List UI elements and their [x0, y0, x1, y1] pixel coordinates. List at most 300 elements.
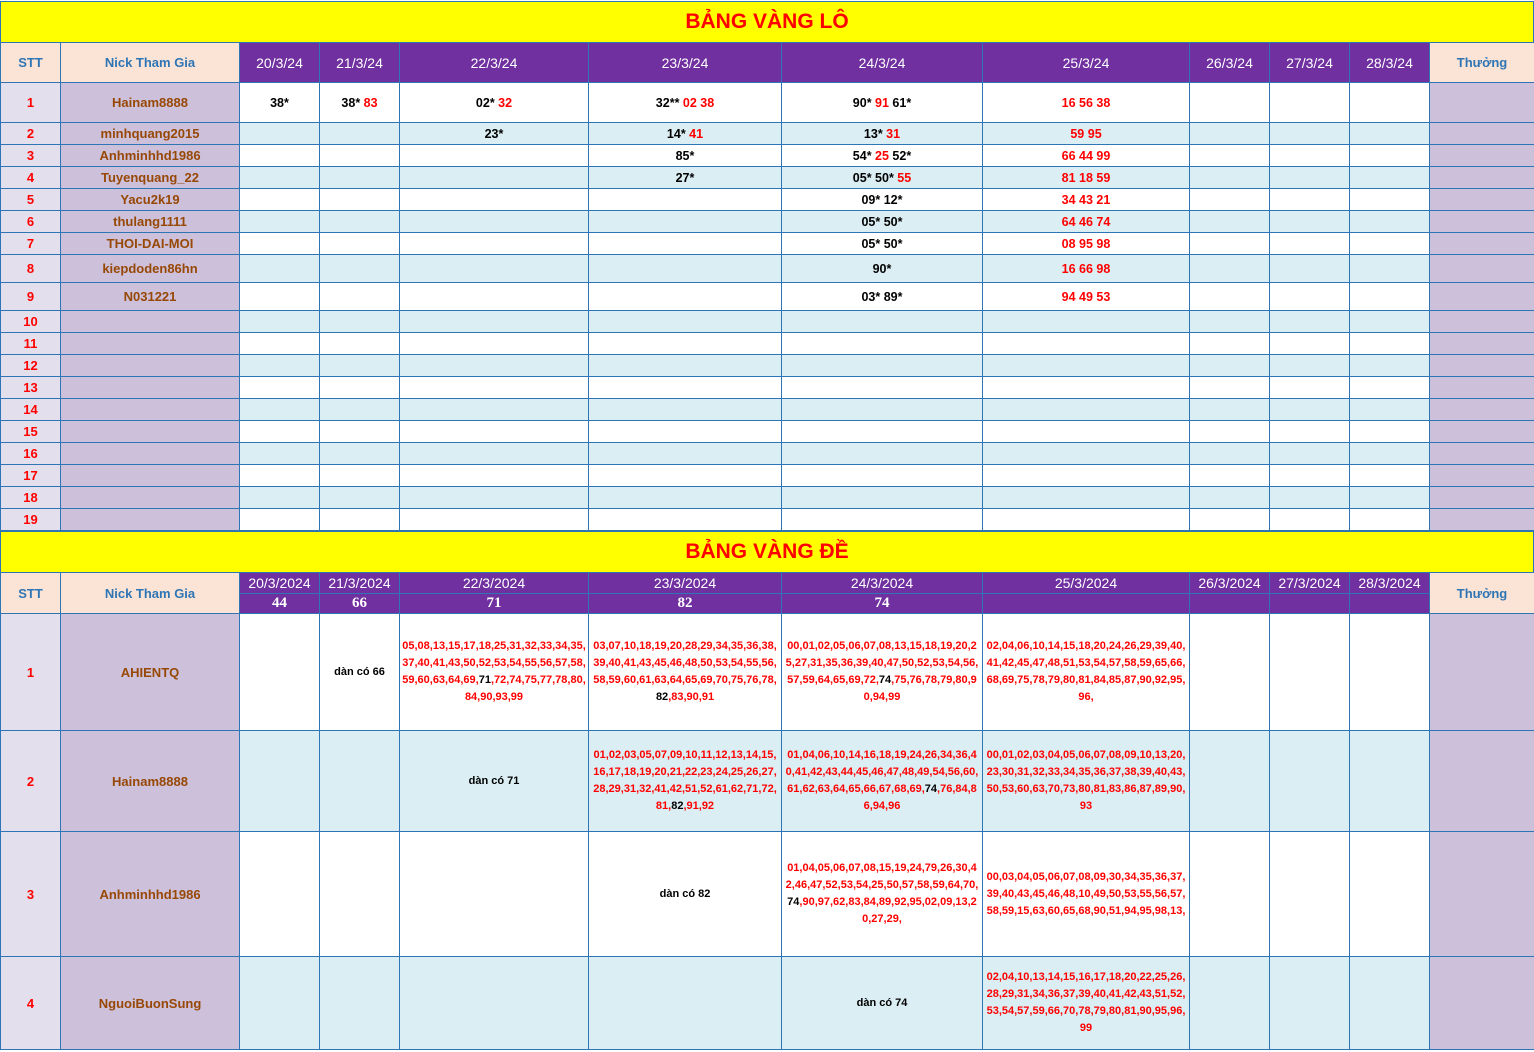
nick-cell: AHIENTQ — [61, 614, 240, 731]
entry-text: 01,02,03,05,07,09,10,11,12,13,14,15,16,17,18,19,20,21,22,23,24,25,26,27,28,29,31,32,41,42,51,52,61,62,71,72,81, — [593, 749, 777, 812]
nick-cell: Tuyenquang_22 — [61, 167, 240, 189]
entry-cell — [1270, 614, 1350, 731]
nick-cell — [61, 311, 240, 333]
nick-cell: N031221 — [61, 283, 240, 311]
header-date: 24/3/2024 — [782, 573, 983, 594]
table-row — [1, 399, 1534, 421]
entry-text: 90* — [852, 95, 876, 110]
stt-cell: 19 — [1, 509, 61, 531]
entry-text: 41 — [689, 126, 704, 141]
entry-cell — [1270, 465, 1350, 487]
entry-cell — [1270, 311, 1350, 333]
nick-cell: kiepdoden86hn — [61, 255, 240, 283]
table-row — [1, 832, 1534, 957]
header-date: 28/3/24 — [1350, 43, 1430, 83]
entry-cell — [240, 333, 320, 355]
entry-cell — [240, 421, 320, 443]
entry-text: 14* — [666, 126, 690, 141]
entry-cell — [589, 443, 782, 465]
thuong-cell — [1430, 377, 1534, 399]
entry-cell — [983, 167, 1190, 189]
entry-cell — [1190, 211, 1270, 233]
header-date: 22/3/2024 — [400, 573, 589, 594]
stt-cell: 14 — [1, 399, 61, 421]
entry-cell — [1270, 731, 1350, 832]
entry-cell — [782, 509, 983, 531]
entry-cell — [400, 487, 589, 509]
thuong-cell — [1430, 83, 1534, 123]
entry-cell — [1270, 333, 1350, 355]
entry-cell — [983, 957, 1190, 1050]
header-date: 23/3/2024 — [589, 573, 782, 594]
entry-cell — [1190, 957, 1270, 1050]
entry-cell — [1350, 355, 1430, 377]
entry-text: 54* — [852, 148, 876, 163]
table-row — [1, 377, 1534, 399]
entry-cell — [983, 443, 1190, 465]
entry-text: 00,01,02,03,04,05,06,07,08,09,10,13,20,23,30,31,32,33,34,35,36,37,38,39,40,43,50,53,60,63,70,73,80,81,83,86,87,89,90,93 — [986, 749, 1186, 812]
header-nick: Nick Tham Gia — [61, 573, 240, 614]
entry-cell — [320, 832, 400, 957]
thuong-cell — [1430, 189, 1534, 211]
thuong-cell — [1430, 614, 1534, 731]
entry-cell — [240, 614, 320, 731]
entry-cell — [320, 443, 400, 465]
entry-cell — [1350, 443, 1430, 465]
entry-cell — [782, 83, 983, 123]
entry-cell — [589, 211, 782, 233]
entry-cell — [400, 233, 589, 255]
entry-cell — [320, 731, 400, 832]
entry-cell — [782, 731, 983, 832]
entry-text: dàn có 66 — [334, 665, 385, 678]
result-number: 74 — [782, 594, 983, 614]
entry-cell — [983, 377, 1190, 399]
entry-text: 13* — [863, 126, 887, 141]
entry-cell — [782, 399, 983, 421]
entry-cell — [782, 355, 983, 377]
table-row — [1, 333, 1534, 355]
entry-text: ,75,76,78,79,80,90,94,99 — [863, 674, 977, 703]
entry-cell — [1350, 957, 1430, 1050]
entry-cell — [320, 145, 400, 167]
entry-cell — [1190, 333, 1270, 355]
entry-cell — [589, 83, 782, 123]
entry-cell — [983, 487, 1190, 509]
thuong-cell — [1430, 465, 1534, 487]
entry-text: ,76,84,86,94,96 — [863, 783, 977, 812]
entry-cell — [589, 255, 782, 283]
entry-cell — [983, 333, 1190, 355]
entry-cell — [1350, 731, 1430, 832]
entry-cell — [320, 355, 400, 377]
entry-cell — [983, 255, 1190, 283]
entry-cell — [782, 189, 983, 211]
stt-cell: 3 — [1, 145, 61, 167]
entry-text: 09* 12* — [861, 192, 903, 207]
header-thuong: Thưởng — [1430, 43, 1534, 83]
entry-cell — [1270, 167, 1350, 189]
result-number: 44 — [240, 594, 320, 614]
entry-cell — [983, 731, 1190, 832]
entry-cell — [320, 167, 400, 189]
entry-text: 34 43 21 — [1061, 192, 1111, 207]
entry-text: 64 46 74 — [1061, 214, 1111, 229]
entry-cell — [320, 614, 400, 731]
entry-cell — [400, 255, 589, 283]
header-nick: Nick Tham Gia — [61, 43, 240, 83]
table-row — [1, 614, 1534, 731]
entry-cell — [589, 283, 782, 311]
entry-text: 05* 50* — [852, 170, 898, 185]
entry-text: 05* 50* — [861, 236, 903, 251]
entry-cell — [1270, 83, 1350, 123]
entry-text: 71 — [478, 674, 491, 686]
entry-cell — [240, 355, 320, 377]
entry-cell — [983, 399, 1190, 421]
entry-cell — [1350, 333, 1430, 355]
entry-cell — [1270, 233, 1350, 255]
stt-cell: 12 — [1, 355, 61, 377]
stt-cell: 1 — [1, 614, 61, 731]
entry-text: ,91,92 — [683, 800, 715, 812]
entry-text: 05,08,13,15,17,18,25,31,32,33,34,35,37,40,41,43,50,52,53,54,55,56,57,58,59,60,63,64,69, — [402, 640, 586, 686]
entry-cell — [782, 255, 983, 283]
thuong-cell — [1430, 333, 1534, 355]
lo-title: BẢNG VÀNG LÔ — [0, 1, 1534, 43]
entry-cell — [1350, 83, 1430, 123]
entry-cell — [1190, 399, 1270, 421]
thuong-cell — [1430, 509, 1534, 531]
entry-text: 66 44 99 — [1061, 148, 1111, 163]
entry-cell — [1270, 189, 1350, 211]
header-date: 20/3/24 — [240, 43, 320, 83]
entry-cell — [400, 333, 589, 355]
entry-cell — [983, 355, 1190, 377]
nick-cell — [61, 355, 240, 377]
entry-cell — [320, 465, 400, 487]
entry-cell — [1270, 957, 1350, 1050]
entry-cell — [400, 355, 589, 377]
stt-cell: 17 — [1, 465, 61, 487]
entry-text: 74 — [924, 783, 938, 795]
table-row — [1, 283, 1534, 311]
entry-text: 38* — [341, 95, 364, 110]
entry-text: 90* — [872, 261, 892, 276]
stt-cell: 7 — [1, 233, 61, 255]
stt-cell: 4 — [1, 167, 61, 189]
entry-cell — [400, 465, 589, 487]
entry-cell — [1190, 255, 1270, 283]
entry-cell — [1270, 443, 1350, 465]
entry-text: 25 — [875, 148, 889, 163]
entry-cell — [1270, 255, 1350, 283]
entry-cell — [983, 283, 1190, 311]
entry-text: 32 — [498, 95, 513, 110]
entry-cell — [240, 189, 320, 211]
entry-cell — [1190, 832, 1270, 957]
thuong-cell — [1430, 167, 1534, 189]
thuong-cell — [1430, 145, 1534, 167]
entry-cell — [1270, 509, 1350, 531]
nick-cell — [61, 443, 240, 465]
entry-text: 08 95 98 — [1061, 236, 1111, 251]
entry-cell — [320, 333, 400, 355]
entry-text: 05* 50* — [861, 214, 903, 229]
entry-cell — [400, 731, 589, 832]
entry-cell — [240, 399, 320, 421]
entry-cell — [589, 614, 782, 731]
entry-cell — [320, 189, 400, 211]
table-row — [1, 145, 1534, 167]
entry-cell — [1190, 421, 1270, 443]
entry-cell — [240, 465, 320, 487]
header-date: 23/3/24 — [589, 43, 782, 83]
entry-text: 01,04,05,06,07,08,15,19,24,79,26,30,42,46,47,52,53,54,25,50,57,58,59,64,70, — [785, 862, 979, 891]
header-date: 27/3/2024 — [1270, 573, 1350, 594]
entry-cell — [589, 167, 782, 189]
result-number: 66 — [320, 594, 400, 614]
entry-text: 02,04,06,10,14,15,18,20,24,26,29,39,40,41,42,45,47,48,51,53,54,57,58,59,65,66,68,69,75,78,79,80,81,84,85,87,90,92,95,96, — [986, 640, 1186, 703]
table-row — [1, 957, 1534, 1050]
result-number — [1350, 594, 1430, 614]
entry-cell — [1270, 399, 1350, 421]
nick-cell: Hainam8888 — [61, 731, 240, 832]
entry-cell — [1350, 233, 1430, 255]
entry-cell — [240, 283, 320, 311]
entry-cell — [589, 957, 782, 1050]
header-date: 20/3/2024 — [240, 573, 320, 594]
entry-text: 81 18 59 — [1061, 170, 1111, 185]
entry-text: 74 — [787, 896, 800, 908]
stt-cell: 6 — [1, 211, 61, 233]
thuong-cell — [1430, 957, 1534, 1050]
entry-text: 00,01,02,05,06,07,08,13,15,18,19,20,25,27,31,35,36,39,40,47,50,52,53,54,56,57,59,64,65,69,72, — [785, 640, 979, 686]
entry-cell — [1190, 167, 1270, 189]
nick-cell — [61, 465, 240, 487]
entry-text: 91 — [875, 95, 889, 110]
entry-cell — [983, 421, 1190, 443]
entry-cell — [1350, 465, 1430, 487]
lo-table — [0, 42, 1534, 531]
table-row — [1, 233, 1534, 255]
entry-cell — [1270, 283, 1350, 311]
entry-cell — [240, 255, 320, 283]
stt-cell: 16 — [1, 443, 61, 465]
entry-cell — [983, 233, 1190, 255]
entry-cell — [400, 283, 589, 311]
entry-cell — [1190, 233, 1270, 255]
entry-cell — [400, 167, 589, 189]
stt-cell: 10 — [1, 311, 61, 333]
entry-cell — [320, 233, 400, 255]
entry-cell — [1350, 421, 1430, 443]
entry-cell — [782, 487, 983, 509]
entry-cell — [1350, 311, 1430, 333]
entry-cell — [400, 311, 589, 333]
entry-text: 02* — [475, 95, 499, 110]
entry-cell — [589, 311, 782, 333]
table-row — [1, 189, 1534, 211]
stt-cell: 1 — [1, 83, 61, 123]
entry-cell — [1190, 311, 1270, 333]
entry-cell — [983, 145, 1190, 167]
entry-text: dàn có 71 — [468, 774, 520, 787]
entry-cell — [320, 509, 400, 531]
entry-cell — [589, 377, 782, 399]
table-row — [1, 211, 1534, 233]
entry-text: 61* — [888, 95, 912, 110]
entry-text: ,90,97,62,83,84,89,92,95,02,09,13,20,27,29, — [799, 896, 977, 925]
entry-cell — [1190, 443, 1270, 465]
de-header-row — [1, 573, 1534, 594]
entry-cell — [983, 189, 1190, 211]
thuong-cell — [1430, 421, 1534, 443]
entry-cell — [1270, 123, 1350, 145]
table-row — [1, 509, 1534, 531]
entry-cell — [1350, 189, 1430, 211]
result-number — [1190, 594, 1270, 614]
entry-text: 02,04,10,13,14,15,16,17,18,20,22,25,26,28,29,31,34,36,37,39,40,41,42,43,51,52,53,54,57,59,66,70,78,79,80,81,90,95,96,99 — [986, 971, 1186, 1034]
header-date: 26/3/24 — [1190, 43, 1270, 83]
entry-text: 83 — [363, 95, 378, 110]
thuong-cell — [1430, 311, 1534, 333]
nick-cell — [61, 333, 240, 355]
thuong-cell — [1430, 487, 1534, 509]
entry-cell — [320, 311, 400, 333]
header-date: 25/3/24 — [983, 43, 1190, 83]
entry-cell — [320, 211, 400, 233]
entry-cell — [1350, 283, 1430, 311]
nick-cell: thulang1111 — [61, 211, 240, 233]
entry-cell — [400, 509, 589, 531]
thuong-cell — [1430, 355, 1534, 377]
result-number — [1270, 594, 1350, 614]
entry-cell — [589, 399, 782, 421]
entry-cell — [1270, 832, 1350, 957]
entry-cell — [1190, 83, 1270, 123]
entry-text: ,72,74,75,77,78,80,84,90,93,99 — [464, 674, 586, 703]
entry-cell — [1190, 145, 1270, 167]
entry-cell — [1350, 399, 1430, 421]
entry-cell — [240, 211, 320, 233]
entry-cell — [240, 487, 320, 509]
entry-cell — [320, 83, 400, 123]
entry-text: 16 66 98 — [1061, 261, 1111, 276]
entry-cell — [320, 487, 400, 509]
entry-cell — [589, 233, 782, 255]
header-stt: STT — [1, 573, 61, 614]
header-date: 28/3/2024 — [1350, 573, 1430, 594]
entry-cell — [400, 957, 589, 1050]
header-date: 25/3/2024 — [983, 573, 1190, 594]
entry-cell — [1350, 377, 1430, 399]
entry-cell — [400, 189, 589, 211]
header-date: 21/3/24 — [320, 43, 400, 83]
entry-cell — [782, 283, 983, 311]
entry-cell — [240, 145, 320, 167]
table-row — [1, 731, 1534, 832]
nick-cell: Yacu2k19 — [61, 189, 240, 211]
entry-cell — [782, 233, 983, 255]
header-date: 27/3/24 — [1270, 43, 1350, 83]
nick-cell — [61, 377, 240, 399]
entry-text: 85* — [675, 148, 695, 163]
entry-cell — [782, 421, 983, 443]
entry-text: 03,07,10,18,19,20,28,29,34,35,36,38,39,40,41,43,45,46,48,50,53,54,55,56,58,59,60,61,63,64,65,69,70,75,76,78, — [593, 640, 777, 686]
table-row — [1, 487, 1534, 509]
entry-cell — [589, 333, 782, 355]
entry-cell — [1350, 487, 1430, 509]
table-row — [1, 421, 1534, 443]
table-row — [1, 355, 1534, 377]
stt-cell: 8 — [1, 255, 61, 283]
header-date: 26/3/2024 — [1190, 573, 1270, 594]
entry-cell — [782, 145, 983, 167]
entry-cell — [400, 211, 589, 233]
nick-cell — [61, 399, 240, 421]
entry-cell — [782, 377, 983, 399]
thuong-cell — [1430, 731, 1534, 832]
entry-cell — [983, 311, 1190, 333]
entry-cell — [589, 123, 782, 145]
entry-cell — [1350, 614, 1430, 731]
entry-text: 52* — [888, 148, 912, 163]
entry-cell — [320, 123, 400, 145]
entry-text: 01,04,06,10,14,16,18,19,24,26,34,36,40,41,42,43,44,45,46,47,48,49,54,56,60,61,62,63,64,65,66,67,68,69, — [785, 749, 979, 795]
entry-cell — [240, 377, 320, 399]
entry-cell — [1350, 167, 1430, 189]
entry-cell — [240, 509, 320, 531]
entry-cell — [589, 509, 782, 531]
entry-cell — [1270, 355, 1350, 377]
stt-cell: 11 — [1, 333, 61, 355]
nick-cell — [61, 487, 240, 509]
entry-cell — [983, 211, 1190, 233]
stt-cell: 15 — [1, 421, 61, 443]
entry-cell — [240, 443, 320, 465]
entry-text: 02 38 — [682, 95, 715, 110]
thuong-cell — [1430, 123, 1534, 145]
entry-cell — [589, 145, 782, 167]
entry-cell — [1270, 487, 1350, 509]
stt-cell: 2 — [1, 731, 61, 832]
entry-cell — [1270, 211, 1350, 233]
entry-cell — [782, 211, 983, 233]
entry-cell — [1350, 145, 1430, 167]
header-date: 24/3/24 — [782, 43, 983, 83]
entry-cell — [1270, 145, 1350, 167]
entry-cell — [1350, 211, 1430, 233]
entry-cell — [320, 255, 400, 283]
entry-cell — [782, 614, 983, 731]
thuong-cell — [1430, 399, 1534, 421]
entry-cell — [782, 832, 983, 957]
entry-cell — [1190, 731, 1270, 832]
table-row — [1, 83, 1534, 123]
entry-cell — [589, 421, 782, 443]
stt-cell: 4 — [1, 957, 61, 1050]
entry-cell — [240, 233, 320, 255]
entry-cell — [589, 189, 782, 211]
header-date: 21/3/2024 — [320, 573, 400, 594]
entry-text: 55 — [897, 170, 912, 185]
entry-cell — [589, 465, 782, 487]
entry-cell — [589, 487, 782, 509]
table-row — [1, 167, 1534, 189]
table-row — [1, 123, 1534, 145]
entry-cell — [782, 311, 983, 333]
